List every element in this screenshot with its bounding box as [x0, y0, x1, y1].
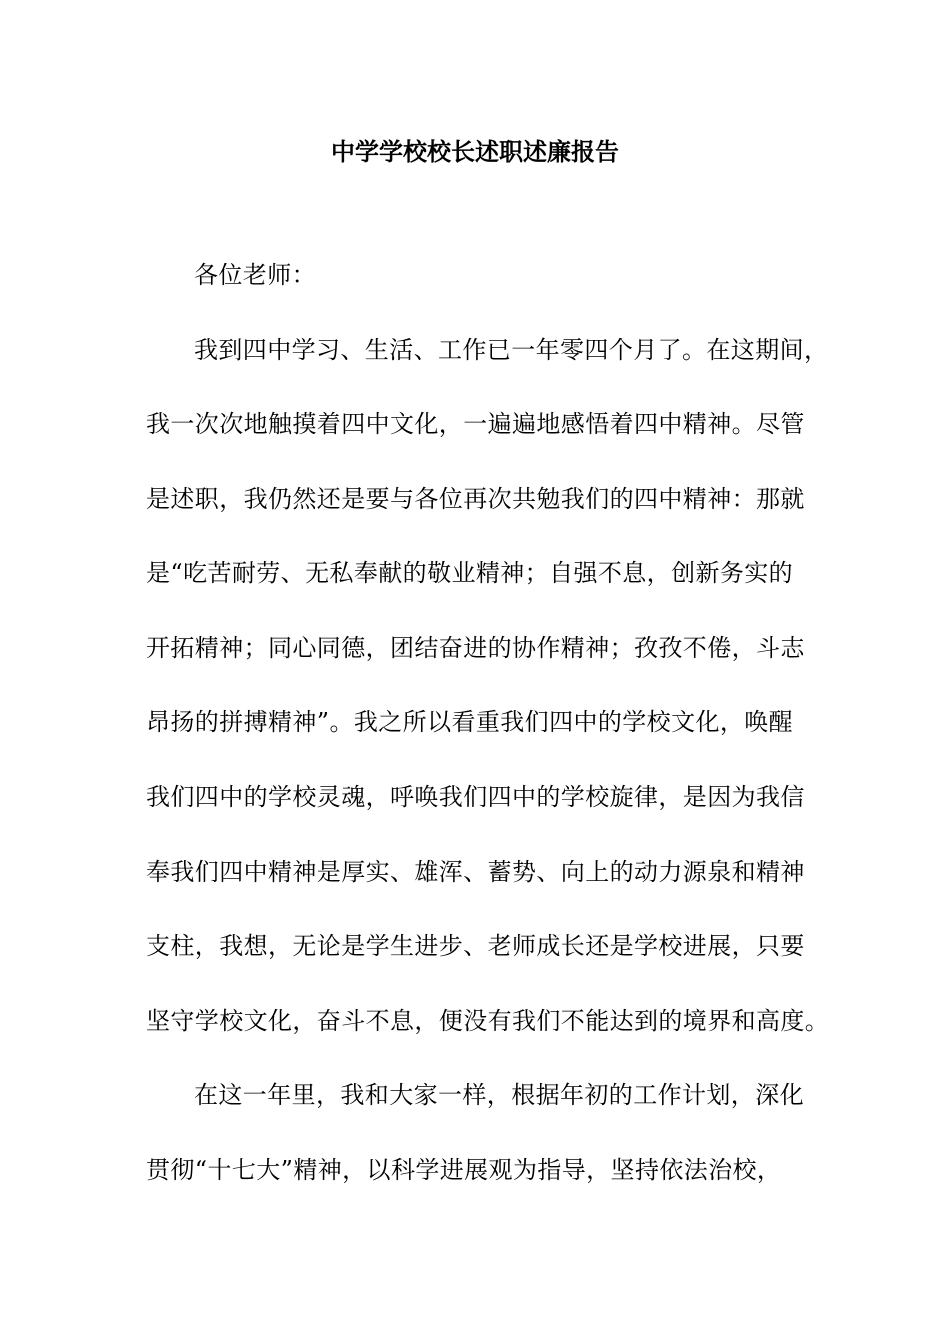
body-text-line: 是“吃苦耐劳、无私奉献的敬业精神；自强不息，创新务实的 [146, 559, 794, 587]
body-text-line: 奉我们四中精神是厚实、雄浑、蓄势、向上的动力源泉和精神 [146, 858, 805, 886]
body-text-line: 在这一年里，我和大家一样，根据年初的工作计划，深化 [194, 1081, 804, 1109]
body-text-line: 昂扬的拼搏精神”。我之所以看重我们四中的学校文化，唤醒 [146, 708, 794, 736]
salutation-line: 各位老师： [194, 261, 316, 289]
body-text-line: 支柱，我想，无论是学生进步、老师成长还是学校进展，只要 [146, 932, 805, 960]
body-text-line: 是述职，我仍然还是要与各位再次共勉我们的四中精神：那就 [146, 485, 805, 513]
body-text-line: 我一次次地触摸着四中文化，一遍遍地感悟着四中精神。尽管 [146, 410, 805, 438]
body-text-line: 贯彻“十七大”精神，以科学进展观为指导，坚持依法治校， [146, 1156, 782, 1184]
body-text-line: 我们四中的学校灵魂，呼唤我们四中的学校旋律，是因为我信 [146, 783, 805, 811]
body-text-line: 我到四中学习、生活、工作已一年零四个月了。在这期间， [194, 336, 829, 364]
document-title: 中学学校校长述职述廉报告 [331, 138, 619, 166]
body-text-line: 坚守学校文化，奋斗不息，便没有我们不能达到的境界和高度。 [146, 1007, 830, 1035]
body-text-line: 开拓精神；同心同德，团结奋进的协作精神；孜孜不倦，斗志 [146, 634, 805, 662]
